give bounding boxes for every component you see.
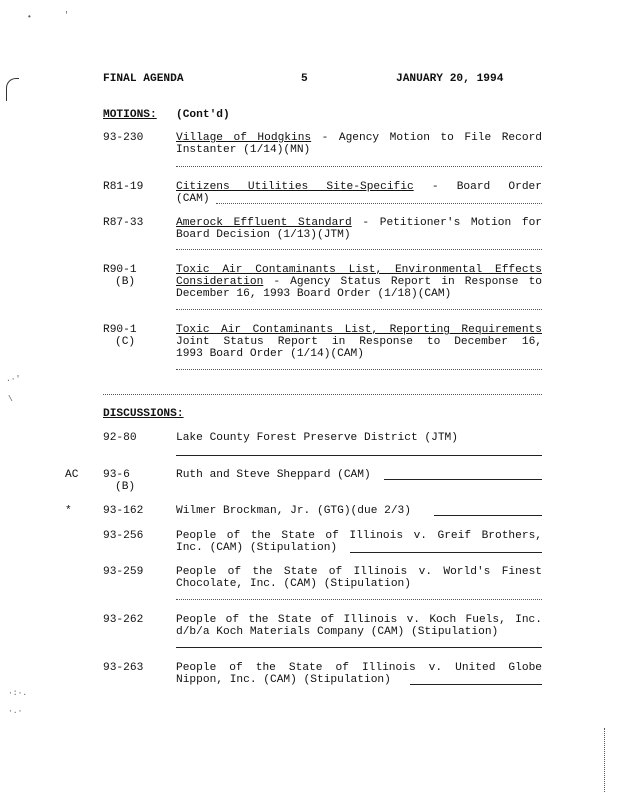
- discussion-line-2: Inc. (CAM) (Stipulation): [176, 542, 338, 554]
- blank-line: [176, 166, 542, 167]
- discussion-line-2: Nippon, Inc. (CAM) (Stipulation): [176, 674, 391, 686]
- case-number: 93-262: [103, 614, 144, 626]
- blank-line: [176, 309, 542, 310]
- discussion-line-1: People of the State of Illinois v. Greif Brothers,: [176, 530, 542, 542]
- motion-title: Amerock Effluent Standard: [176, 217, 352, 229]
- blank-line: [434, 515, 542, 516]
- blank-line: [410, 684, 542, 685]
- motions-heading: MOTIONS:: [103, 109, 157, 121]
- motion-line-3: December 16, 1993 Board Order (1/18)(CAM): [176, 288, 452, 300]
- agenda-title: FINAL AGENDA: [103, 73, 184, 85]
- blank-line: [176, 369, 542, 370]
- case-number: 93-263: [103, 662, 144, 674]
- blank-line: [176, 647, 542, 648]
- blank-line: [384, 479, 542, 480]
- case-sub: (B): [115, 276, 136, 288]
- page-number: 5: [301, 73, 308, 85]
- motion-line-3: 1993 Board Order (1/14)(CAM): [176, 348, 364, 360]
- motion-text: - Board Order: [413, 181, 542, 193]
- discussions-heading: DISCUSSIONS:: [103, 408, 184, 420]
- discussion-line-1: People of the State of Illinois v. World's Finest: [176, 566, 542, 578]
- motion-line-2: [176, 336, 542, 348]
- scan-speck: ·.·: [8, 707, 23, 716]
- motion-line-1: [176, 324, 542, 336]
- discussion-line-1: People of the State of Illinois v. Koch Fuels, Inc.: [176, 614, 542, 626]
- case-sub: (C): [115, 336, 136, 348]
- scan-edge-mark: [6, 78, 19, 101]
- item-mark: AC: [65, 469, 79, 481]
- motion-title-cont: Consideration: [176, 276, 264, 288]
- blank-line: [176, 455, 542, 456]
- item-mark: *: [65, 505, 72, 517]
- discussion-line-1: Wilmer Brockman, Jr. (GTG)(due 2/3): [176, 505, 411, 517]
- blank-line: [176, 599, 542, 600]
- scan-speck: •: [27, 13, 32, 22]
- case-number: R90-1: [103, 264, 137, 276]
- case-number: 93-6: [103, 469, 130, 481]
- motion-line-2: [176, 276, 542, 288]
- motion-line-1: [176, 217, 542, 229]
- case-number: 93-230: [103, 132, 144, 144]
- case-number: 93-259: [103, 566, 144, 578]
- case-sub: (B): [115, 481, 136, 493]
- discussion-line-2: d/b/a Koch Materials Company (CAM) (Stipulation): [176, 626, 499, 638]
- case-number: R81-19: [103, 181, 144, 193]
- motion-text: Joint Status Report in Response to December 16,: [176, 336, 542, 348]
- motion-text: - Agency Motion to File Record: [311, 132, 542, 144]
- motions-cont: (Cont'd): [176, 109, 230, 121]
- scan-speck: \: [8, 395, 13, 404]
- blank-line: [350, 552, 542, 553]
- scan-speck: ': [64, 11, 69, 20]
- motion-line-2: Board Decision (1/13)(JTM): [176, 229, 351, 241]
- motion-line-1: [176, 264, 542, 276]
- motion-text: - Agency Status Report in Response to: [263, 276, 542, 288]
- blank-line: [176, 249, 542, 250]
- discussion-line-1: Ruth and Steve Sheppard (CAM): [176, 469, 371, 481]
- case-number: 92-80: [103, 432, 137, 444]
- case-number: R90-1: [103, 324, 137, 336]
- scan-edge-mark: [604, 728, 605, 792]
- scan-speck: .·': [6, 375, 21, 384]
- motion-line-2: Instanter (1/14)(MN): [176, 144, 311, 156]
- agenda-date: JANUARY 20, 1994: [396, 73, 504, 85]
- motion-line-2: (CAM): [176, 193, 210, 205]
- motion-text: - Petitioner's Motion for: [351, 217, 543, 229]
- motion-title: Toxic Air Contaminants List, Environmental Effects: [176, 264, 542, 276]
- motion-title: Citizens Utilities Site-Specific: [176, 181, 414, 193]
- case-number: R87-33: [103, 217, 144, 229]
- motion-line-1: [176, 132, 542, 144]
- scan-speck: ·:·.: [8, 689, 28, 698]
- motion-title: Village of Hodgkins: [176, 132, 312, 144]
- blank-line: [216, 203, 542, 204]
- section-separator: [103, 394, 542, 395]
- case-number: 93-162: [103, 505, 144, 517]
- motion-line-1: [176, 181, 542, 193]
- discussion-line-1: Lake County Forest Preserve District (JTM): [176, 432, 458, 444]
- discussion-line-2: Chocolate, Inc. (CAM) (Stipulation): [176, 578, 411, 590]
- motion-title: Toxic Air Contaminants List, Reporting Requirements: [176, 324, 542, 336]
- case-number: 93-256: [103, 530, 144, 542]
- discussion-line-1: People of the State of Illinois v. United Globe: [176, 662, 542, 674]
